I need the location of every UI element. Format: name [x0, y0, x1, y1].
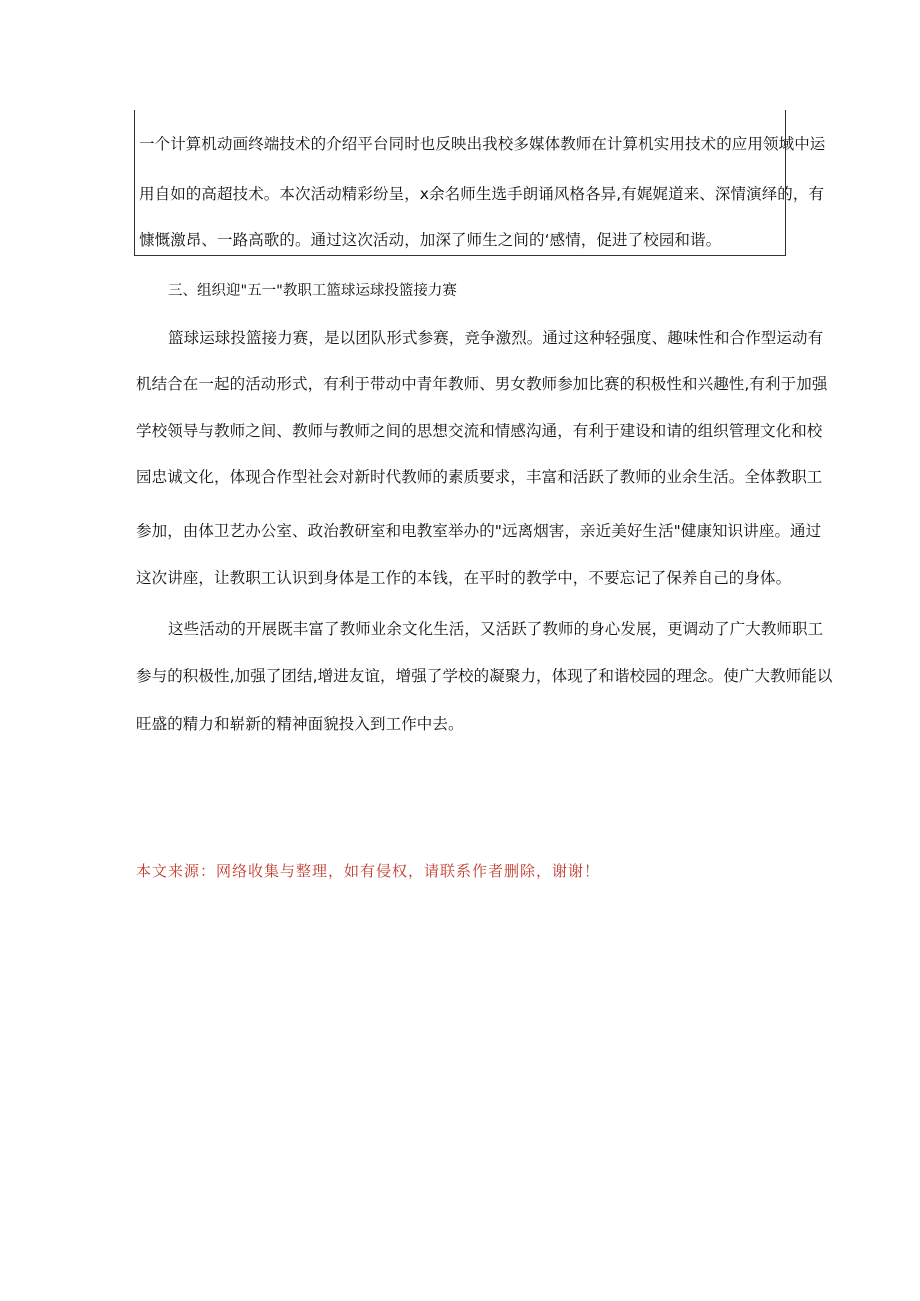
- box-line: 慷慨激昂、一路高歌的。通过这次活动，加深了师生之间的‘感情，促进了校园和谐。: [139, 231, 722, 249]
- paragraph-line: 这次讲座，让教职工认识到身体是工作的本钱，在平时的教学中，不要忘记了保养自己的身体。: [136, 569, 792, 587]
- paragraph-line: 机结合在一起的活动形式，有利于带动中青年教师、男女教师参加比赛的积极性和兴趣性,有利于加强: [136, 375, 828, 393]
- paragraph-line: 参加，由体卫艺办公室、政治教研室和电教室举办的"远离烟害，亲近美好生活"健康知识讲座。通过: [136, 522, 822, 540]
- paragraph-line: 旺盛的精力和崭新的精神面貌投入到工作中去。: [136, 715, 464, 733]
- paragraph-line: 学校领导与教师之间、教师与教师之间的思想交流和情感沟通，有利于建设和请的组织管理文化和校: [136, 422, 823, 440]
- paragraph-line: 篮球运球投篮接力赛，是以团队形式参赛，竞争激烈。通过这种轻强度、趣味性和合作型运动有: [168, 329, 824, 347]
- paragraph-line: 园忠诚文化，体现合作型社会对新时代教师的素质要求，丰富和活跃了教师的业余生活。全体教职工: [136, 468, 823, 486]
- paragraph-line: 这些活动的开展既丰富了教师业余文化生活，又活跃了教师的身心发展，更调动了广大教师职工: [168, 620, 824, 638]
- section-heading: 三、组织迎"五一"教职工篮球运球投篮接力赛: [168, 283, 457, 299]
- box-line: 用自如的高超技术。本次活动精彩纷呈，x余名师生选手朗诵风格各异,有娓娓道来、深情演绎的，有: [139, 185, 825, 203]
- source-note: 本文来源：网络收集与整理，如有侵权，请联系作者删除，谢谢！: [136, 862, 601, 880]
- paragraph-line: 参与的积极性,加强了团结,增进友谊，增强了学校的凝聚力，体现了和谐校园的理念。使广大教师能以: [136, 667, 833, 685]
- bordered-text-box: [134, 110, 826, 256]
- box-line: 一个计算机动画终端技术的介绍平台同时也反映出我校多媒体教师在计算机实用技术的应用领域中运: [139, 135, 826, 153]
